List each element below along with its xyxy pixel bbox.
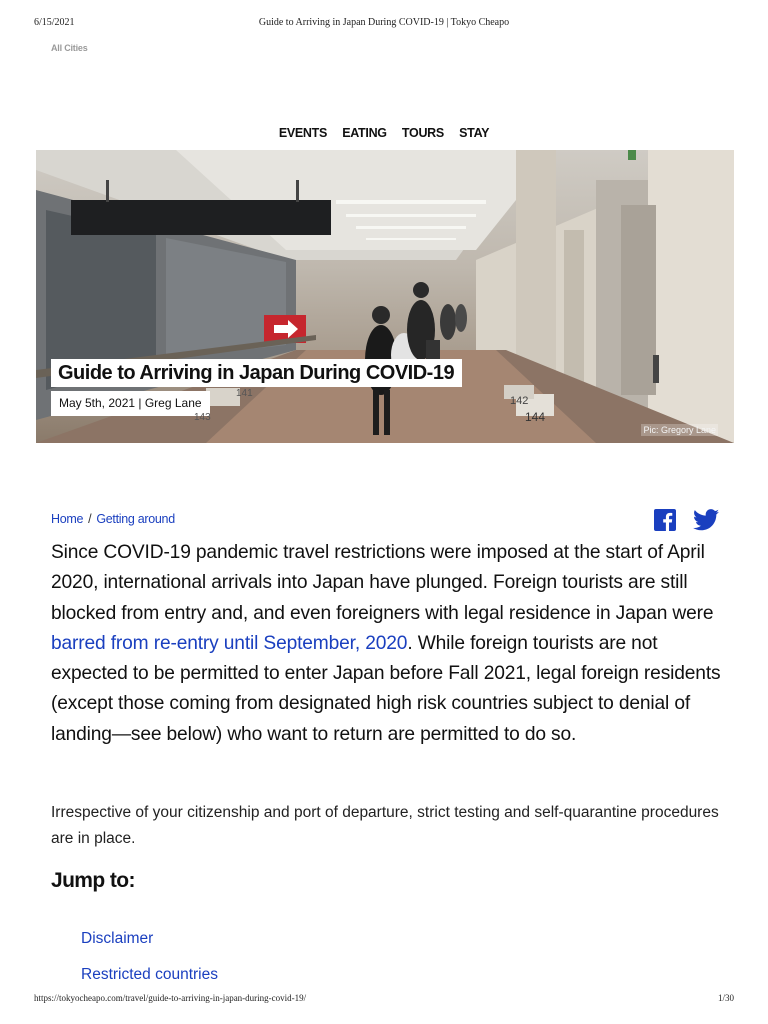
print-page-number: 1/30 [717, 993, 734, 1003]
print-date: 6/15/2021 [34, 17, 75, 28]
facebook-icon [654, 509, 676, 531]
print-footer [0, 993, 768, 1007]
table-of-contents [81, 930, 218, 1002]
hero-image [36, 150, 734, 443]
breadcrumb-getting-around[interactable]: Getting around [96, 512, 175, 526]
jump-to-heading: Jump to: [51, 869, 135, 892]
breadcrumb [51, 512, 175, 526]
main-nav [0, 126, 768, 140]
facebook-share-button[interactable] [654, 509, 676, 536]
nav-item-stay[interactable]: STAY [459, 126, 490, 140]
twitter-share-button[interactable] [693, 509, 719, 536]
lead-text-start: Since COVID-19 pandemic travel restrictions were imposed at the start of April 2020, international arrivals into Japan have plunged. Foreign tourists are still blocked from entry and, and even foreigners with legal residence in Japan were [51, 542, 714, 624]
toc-item-disclaimer[interactable]: Disclaimer [81, 930, 154, 947]
lead-text-end: . While foreign tourists are not expected to be permitted to enter Japan before Fall 2021, legal foreign residents (except those coming from designated high risk countries subject to denial of landing—see below) who want to return are permitted to do so. [51, 632, 721, 745]
print-header [0, 17, 768, 31]
gate-number: 142 [510, 395, 529, 407]
article-lead [51, 538, 731, 750]
barred-reentry-link[interactable]: barred from re-entry until September, 2020 [51, 632, 408, 654]
breadcrumb-separator: / [88, 512, 92, 526]
toc-item-restricted-countries[interactable]: Restricted countries [81, 966, 218, 983]
gate-number: 143 [194, 412, 211, 423]
nav-item-events[interactable]: EVENTS [278, 126, 328, 140]
article-paragraph: Irrespective of your citizenship and port of departure, strict testing and self-quarantine procedures are in place. [51, 804, 719, 847]
nav-item-tours[interactable]: TOURS [401, 126, 444, 140]
photo-credit: Pic: Gregory Lane [643, 425, 716, 435]
twitter-icon [693, 509, 719, 531]
nav-item-eating[interactable]: EATING [342, 126, 387, 140]
gate-number: 141 [236, 388, 253, 399]
article-title: Guide to Arriving in Japan During COVID-19 [51, 359, 462, 387]
gate-number: 144 [525, 410, 546, 424]
all-cities-link[interactable]: All Cities [51, 43, 88, 53]
print-document-title: Guide to Arriving in Japan During COVID-19 | Tokyo Cheapo [258, 17, 510, 28]
breadcrumb-home[interactable]: Home [51, 512, 84, 526]
article-meta: May 5th, 2021 | Greg Lane [51, 391, 210, 416]
print-url: https://tokyocheapo.com/travel/guide-to-arriving-in-japan-during-covid-19/ [34, 993, 307, 1003]
